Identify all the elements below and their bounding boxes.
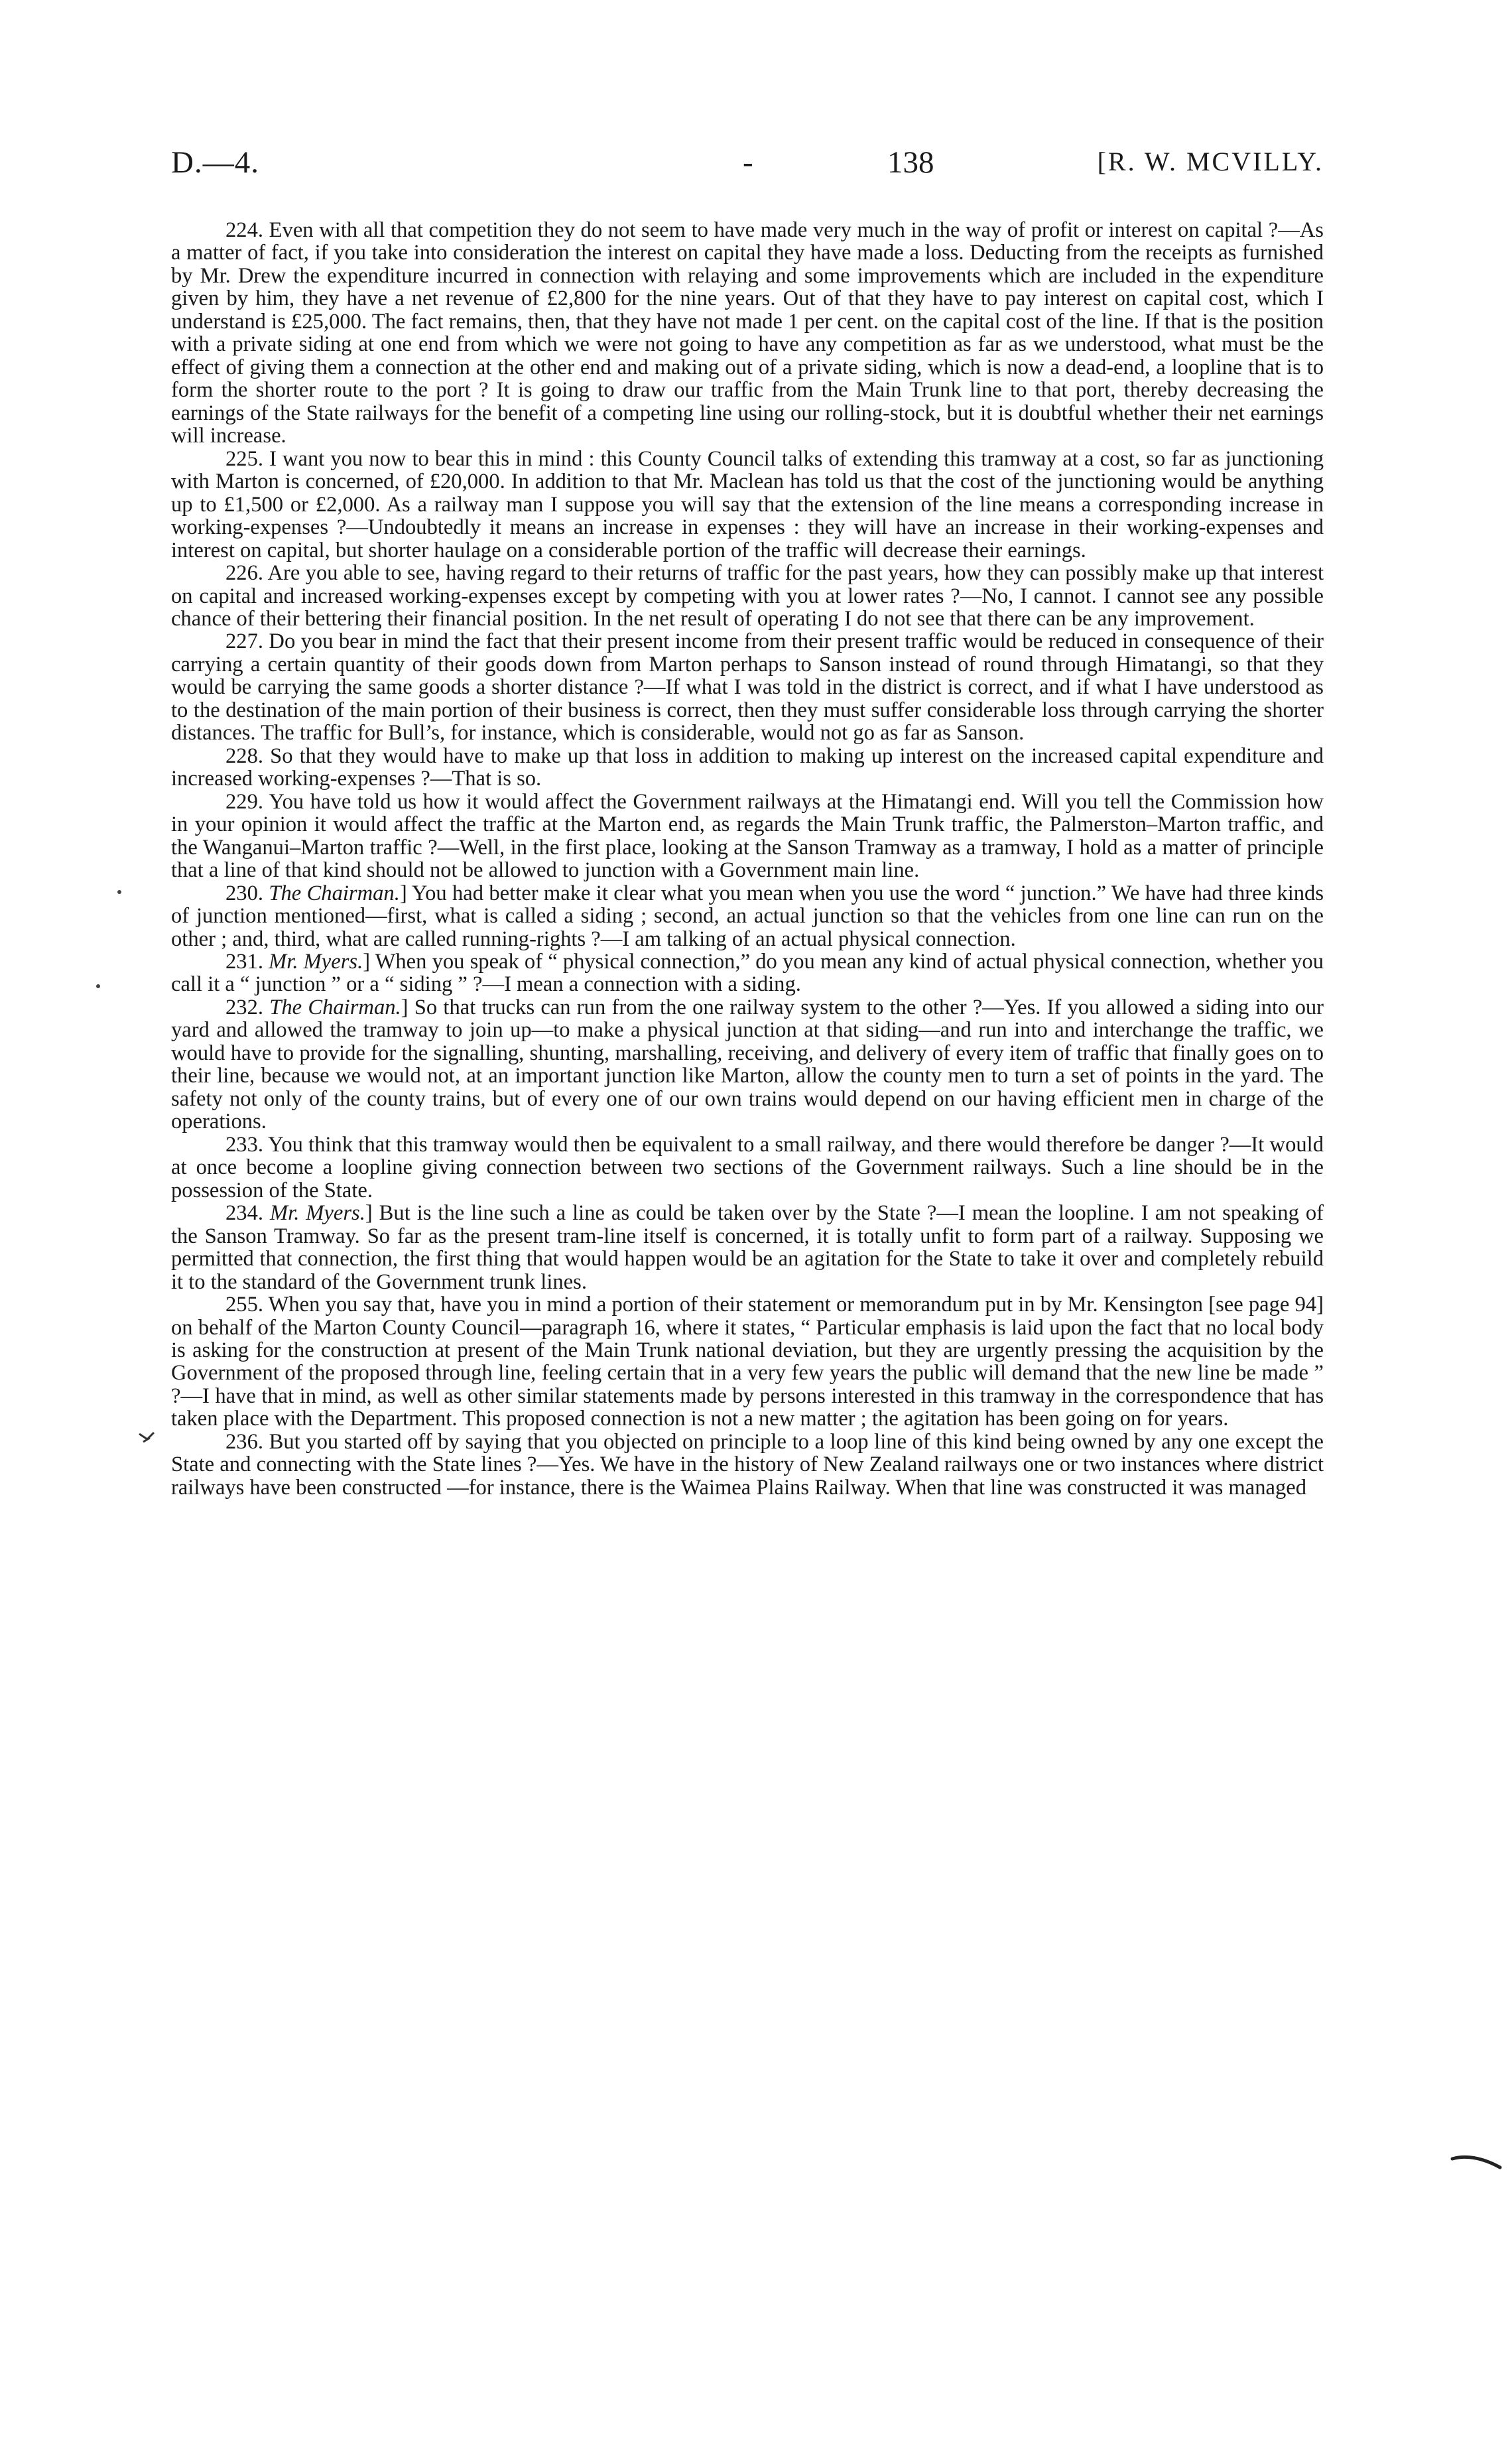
paragraph-text: 226. Are you able to see, having regard to their returns of traffic for the past years, how they can possibly make up that interest on capital and increased working-expenses except by competing with you at lower rates ?—No, I cannot. I cannot see any possible chance of their bettering their financial position. In the net result of operating I do not see that there can be any improvement. [171,561,1324,631]
paragraph-text: 229. You have told us how it would affect the Government railways at the Himatangi end. Will you tell the Commission how in your opinion it would affect the traffic at the Marton end, as regards the Main Trunk traffic, the Palmerston–Marton traffic, and the Wanganui–Marton traffic ?—Well, in the first place, looking at the Sanson Tramway as a tramway, I hold as a matter of principle that a line of that kind should not be allowed to junction with a Government main line. [171,789,1324,883]
page-number: 138 [887,145,934,180]
question-paragraph [171,219,1324,448]
question-paragraph [171,448,1324,562]
stray-mark-dot [117,890,121,894]
paragraph-text: 232. [225,995,270,1019]
paragraph-text: 224. Even with all that competition they do not seem to have made very much in the way of profit or interest on capital ?—As a matter of fact, if you take into consideration the interest on capital they have made a loss. Deducting from the receipts as furnished by Mr. Drew the expenditure incurred in connection with relaying and some improvements which are included in the expenditure given by him, they have a net revenue of £2,800 for the nine years. Out of that they have to pay interest on capital cost, which I understand is £25,000. The fact remains, then, that they have not made 1 per cent. on the capital cost of the line. If that is the position with a private siding at one end from which we were not going to have any competition as far as we understood, what must be the effect of giving them a connection at the other end and making out of a private siding, which is now a dead-end, a loopline that is to form the shorter route to the port ? It is going to draw our traffic from the Main Trunk line to that port, thereby decreasing the earnings of the State railways for the benefit of a competing line using our rolling-stock, but it is doubtful whether their net earnings will increase. [171,218,1324,448]
page-header [171,145,1324,187]
question-paragraph [171,562,1324,630]
body-text [171,219,1324,1499]
speaker-name: Mr. Myers. [269,950,363,974]
paragraph-text: 227. Do you bear in mind the fact that their present income from their present traffic would be reduced in consequence of their carrying a certain quantity of their goods down from Marton perhaps to Sanson instead of round through Himatangi, so that they would be carrying the same goods a shorter distance ?—If what I was told in the district is correct, and if what I have understood as to the destination of the main portion of their business is correct, then they must suffer considerable loss through carrying the shorter distances. The traffic for Bull’s, for instance, which is considerable, would not go as far as Sanson. [171,629,1324,745]
paragraph-text: 234. [225,1201,270,1226]
question-paragraph [171,950,1324,996]
paragraph-text: ] You had better make it clear what you mean when you use the word “ junction.” We have had three kinds of junction mentioned—first, what is called a siding ; second, an actual junction so that the vehicles from one line can run on the other ; and, third, what are called running-rights ?—I am talking of an actual physical connection. [171,881,1324,951]
question-paragraph [171,996,1324,1133]
speaker-name: The Chairman. [269,995,401,1019]
header-dash: - [743,145,753,180]
paragraph-text: ] When you speak of “ physical connection,” do you mean any kind of actual physical connection, whether you call it a “ junction ” or a “ siding ” ?—I mean a connection with a siding. [171,950,1324,997]
paragraph-text: 236. But you started off by saying that you objected on principle to a loop line of this kind being owned by any one except the State and connecting with the State lines ?—Yes. We have in the history of New Zealand railways one or two instances where district railways have been constructed —for instance, there is the Waimea Plains Railway. When that line was constructed it was managed [171,1429,1324,1500]
paragraph-text: 233. You think that this tramway would then be equivalent to a small railway, and there would therefore be danger ?—It would at once become a loopline giving connection between two sections of the Government railways. Such a line should be in the possession of the State. [171,1132,1324,1202]
question-paragraph [171,882,1324,950]
paragraph-text: 255. When you say that, have you in mind a portion of their statement or memorandum put in by Mr. Kensington [see page 94] on behalf of the Marton County Council—paragraph 16, where it states, “ Particular emphasis is laid upon the fact that no local body is asking for the construction at present of the Main Trunk national deviation, but they are urgently pressing the acquisition by the Government of the proposed through line, feeling certain that in a very few years the public will demand that the new line be made ” ?—I have that in mind, as well as other similar statements made by persons interested in this tramway in the correspondence that has taken place with the Department. This proposed connection is not a new matter ; the agitation has been going on for years. [171,1293,1324,1431]
question-paragraph [171,1431,1324,1499]
question-paragraph [171,1293,1324,1431]
question-paragraph [171,630,1324,744]
witness-name: [R. W. MCVILLY. [1097,147,1324,176]
speaker-name: Mr. Myers. [269,1201,365,1226]
margin-pen-stroke [1452,2157,1500,2167]
paragraph-text: 230. [225,881,269,905]
paragraph-text: 225. I want you now to bear this in mind : this County Council talks of extending this tramway at a cost, so far as junctioning with Marton is concerned, of £20,000. In addition to that Mr. Maclean has told us that the cost of the junctioning would be anything up to £1,500 or £2,000. As a railway man I suppose you will say that the extension of the line means a corresponding increase in working-expenses ?—Undoubtedly it means an increase in expenses : they will have an increase in their working-expenses and interest on capital, but shorter haulage on a considerable portion of the traffic will decrease their earnings. [171,446,1324,562]
paragraph-text: ] But is the line such a line as could be taken over by the State ?—I mean the loopline. I am not speaking of the Sanson Tramway. So far as the present tram-line itself is concerned, it is totally unfit to form part of a railway. Supposing we permitted that connection, the first thing that would happen would be an agitation for the State to take it over and completely rebuild it to the standard of the Government trunk lines. [171,1201,1324,1294]
margin-tick-mark [139,1433,154,1442]
question-paragraph [171,1133,1324,1202]
paragraph-text: 231. [225,950,269,974]
paragraph-text: ] So that trucks can run from the one railway system to the other ?—Yes. If you allowed a siding into our yard and allowed the tramway to join up—to make a physical junction at that siding—and run into and interchange the traffic, we would have to provide for the signalling, shunting, marshalling, receiving, and delivery of every item of traffic that finally goes on to their line, because we would not, at an important junction like Marton, allow the county men to turn a set of points in the yard. The safety not only of the county trains, but of every one of our own trains would depend on our having efficient men in charge of the operations. [171,995,1324,1134]
question-paragraph [171,791,1324,882]
speaker-name: The Chairman. [269,881,400,905]
stray-mark-dot [96,984,100,988]
question-paragraph [171,745,1324,791]
paragraph-text: 228. So that they would have to make up that loss in addition to making up interest on the increased capital expenditure and increased working-expenses ?—That is so. [171,743,1324,791]
question-paragraph [171,1202,1324,1293]
document-code: D.—4. [171,145,259,180]
